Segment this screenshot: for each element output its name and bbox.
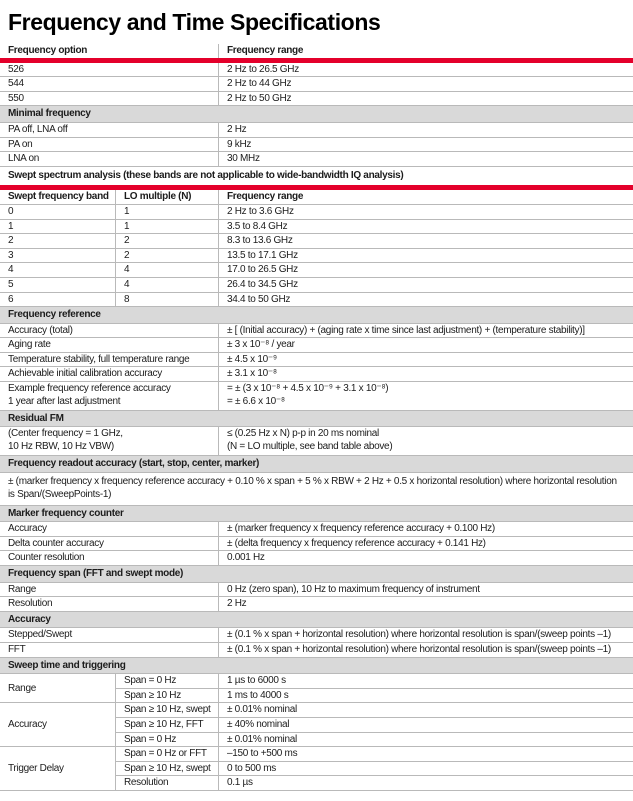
table-cell: 1: [115, 220, 218, 234]
table-row: [0, 324, 633, 339]
section-header: Accuracy: [0, 612, 633, 629]
spanned-row-group: [0, 674, 633, 703]
spanned-row-group: [0, 703, 633, 747]
table-cell: 2: [115, 234, 218, 248]
table-cell: 4: [115, 278, 218, 292]
table-cell: 1: [8, 220, 14, 232]
group-subrows: [115, 747, 633, 790]
table-cell: 1: [115, 205, 218, 219]
spec-table: [0, 44, 633, 791]
table-cell: Temperature stability, full temperature range: [8, 353, 190, 365]
table-cell: [218, 382, 633, 410]
table-subtitle: Swept spectrum analysis (these bands are not applicable to wide-bandwidth IQ analysis): [0, 167, 633, 186]
table-row: [0, 367, 633, 382]
table-cell: 34.4 to 50 GHz: [218, 293, 633, 307]
table-cell: Achievable initial calibration accuracy: [8, 368, 162, 380]
section-header: Frequency reference: [0, 307, 633, 324]
table-row: [0, 537, 633, 552]
table-row: [0, 597, 633, 612]
table-cell-line: 1 year after last adjustment: [8, 395, 121, 407]
table-cell: 3.5 to 8.4 GHz: [218, 220, 633, 234]
column-header-cell: LO multiple (N): [115, 190, 218, 204]
table-cell-line: 10 Hz RBW, 10 Hz VBW): [8, 441, 114, 453]
column-header-cell: Swept frequency band: [8, 191, 109, 203]
table-cell: 8: [115, 293, 218, 307]
group-subrow: [116, 775, 633, 790]
table-cell: 8.3 to 13.6 GHz: [218, 234, 633, 248]
table-cell: Range: [8, 583, 36, 595]
table-cell: 2 Hz to 26.5 GHz: [218, 63, 633, 77]
table-cell-line: = ± 6.6 x 10⁻⁸: [227, 395, 285, 407]
table-cell-line: Example frequency reference accuracy: [8, 383, 171, 395]
table-row: [0, 263, 633, 278]
table-cell: 5: [8, 278, 14, 290]
subrow-value: ± 0.01% nominal: [218, 703, 633, 717]
table-cell: [0, 382, 218, 410]
table-row: [0, 522, 633, 537]
table-row: [0, 205, 633, 220]
table-row: [0, 220, 633, 235]
table-row: [0, 353, 633, 368]
table-row: [0, 628, 633, 643]
table-cell: ± (0.1 % x span + horizontal resolution) where horizontal resolution is span/(sweep points –1): [218, 628, 633, 642]
column-header-cell: Frequency option: [8, 45, 88, 56]
table-cell: Stepped/Swept: [8, 629, 72, 641]
table-cell: PA off, LNA off: [8, 123, 68, 135]
table-cell: 4: [115, 263, 218, 277]
table-row: [0, 338, 633, 353]
subrow-value: 0.1 µs: [218, 776, 633, 790]
group-subrow: [116, 747, 633, 761]
table-row: [0, 278, 633, 293]
table-row: [0, 293, 633, 308]
table-cell-line: (N = LO multiple, see band table above): [227, 441, 393, 453]
subrow-value: –150 to +500 ms: [218, 747, 633, 761]
column-header-cell: Frequency range: [218, 44, 633, 58]
table-cell-line: (Center frequency = 1 GHz,: [8, 428, 123, 440]
table-cell: ± (delta frequency x frequency reference accuracy + 0.141 Hz): [218, 537, 633, 551]
table-row: [0, 123, 633, 138]
table-cell: 17.0 to 26.5 GHz: [218, 263, 633, 277]
subrow-condition: Span = 0 Hz: [124, 675, 177, 687]
table-cell: ± (0.1 % x span + horizontal resolution) where horizontal resolution is span/(sweep points –1): [218, 643, 633, 657]
group-subrow: [116, 688, 633, 703]
table-cell: Delta counter accuracy: [8, 537, 104, 549]
table-cell: 544: [8, 78, 24, 90]
table-row: [0, 427, 633, 456]
table-cell: FFT: [8, 644, 26, 656]
table-cell: 3: [8, 249, 14, 261]
table-cell: 2 Hz to 50 GHz: [218, 92, 633, 106]
section-header: Sweep time and triggering: [0, 658, 633, 675]
table-cell: ± (marker frequency x frequency reference accuracy + 0.100 Hz): [218, 522, 633, 536]
subrow-value: ± 40% nominal: [218, 718, 633, 732]
table-row: [0, 551, 633, 566]
subrow-condition: Resolution: [124, 777, 169, 789]
table-cell: 13.5 to 17.1 GHz: [218, 249, 633, 263]
table-cell: 30 MHz: [218, 152, 633, 166]
table-cell: 0 Hz (zero span), 10 Hz to maximum frequency of instrument: [218, 583, 633, 597]
table-cell: 550: [8, 92, 24, 104]
table-cell: 2 Hz to 44 GHz: [218, 77, 633, 91]
table-cell: 2 Hz: [218, 597, 633, 611]
table-cell: Resolution: [8, 598, 53, 610]
table-cell: 4: [8, 264, 14, 276]
table-cell: [0, 427, 218, 455]
table-row: [0, 152, 633, 167]
table-row: [0, 138, 633, 153]
subrow-value: ± 0.01% nominal: [218, 733, 633, 747]
subrow-condition: Span = 0 Hz or FFT: [124, 748, 207, 760]
table-cell: [218, 427, 633, 455]
table-cell: Aging rate: [8, 339, 51, 351]
table-cell: LNA on: [8, 153, 40, 165]
table-row: [0, 234, 633, 249]
subrow-condition: Span ≥ 10 Hz, swept: [124, 762, 211, 774]
table-cell: 2 Hz to 3.6 GHz: [218, 205, 633, 219]
table-row: [0, 382, 633, 411]
subrow-condition: Span ≥ 10 Hz, swept: [124, 704, 211, 716]
table-row: [0, 643, 633, 658]
column-header-row: [0, 44, 633, 58]
group-label: Range: [8, 682, 36, 694]
section-header: Marker frequency counter: [0, 506, 633, 523]
group-subrows: [115, 674, 633, 702]
table-row: [0, 77, 633, 92]
table-cell: PA on: [8, 138, 33, 150]
table-row: [0, 63, 633, 78]
table-cell: 2: [8, 235, 14, 247]
full-width-note: ± (marker frequency x frequency reference accuracy + 0.10 % x span + 5 % x RBW + 2 Hz + 0.5 x horizontal resolution) where horizontal resolution is Span/(SweepPoints-1): [0, 473, 633, 506]
section-header: Frequency span (FFT and swept mode): [0, 566, 633, 583]
spanned-row-group: [0, 747, 633, 791]
table-cell: ± 3 x 10⁻⁸ / year: [218, 338, 633, 352]
subrow-condition: Span ≥ 10 Hz: [124, 689, 181, 701]
group-subrows: [115, 703, 633, 746]
table-cell: ± [ (Initial accuracy) + (aging rate x time since last adjustment) + (temperature stability)]: [218, 324, 633, 338]
table-row: [0, 249, 633, 264]
subrow-value: 0 to 500 ms: [218, 762, 633, 776]
group-label: Accuracy: [8, 719, 47, 730]
section-header: Frequency readout accuracy (start, stop, center, marker): [0, 456, 633, 473]
table-cell: ± 4.5 x 10⁻⁹: [218, 353, 633, 367]
table-cell: 0: [8, 205, 14, 217]
section-header: Residual FM: [0, 411, 633, 428]
table-cell: 2: [115, 249, 218, 263]
table-cell: 2 Hz: [218, 123, 633, 137]
subrow-value: 1 µs to 6000 s: [218, 674, 633, 688]
column-header-cell: Frequency range: [218, 190, 633, 204]
section-header: Minimal frequency: [0, 106, 633, 123]
group-subrow: [116, 761, 633, 776]
subrow-condition: Span = 0 Hz: [124, 733, 177, 745]
table-cell-line: ≤ (0.25 Hz x N) p-p in 20 ms nominal: [227, 428, 379, 440]
column-header-row: [0, 190, 633, 205]
table-cell: 26.4 to 34.5 GHz: [218, 278, 633, 292]
subrow-condition: Span ≥ 10 Hz, FFT: [124, 719, 204, 730]
group-label: Trigger Delay: [8, 762, 64, 774]
page-title: Frequency and Time Specifications: [8, 9, 381, 35]
table-cell: 526: [8, 63, 24, 75]
table-cell: Accuracy: [8, 523, 47, 535]
subrow-value: 1 ms to 4000 s: [218, 689, 633, 703]
table-cell: 0.001 Hz: [218, 551, 633, 565]
table-cell: Accuracy (total): [8, 324, 73, 336]
table-cell: 9 kHz: [218, 138, 633, 152]
group-subrow: [116, 717, 633, 732]
group-subrow: [116, 703, 633, 717]
table-cell: Counter resolution: [8, 552, 85, 564]
group-subrow: [116, 732, 633, 747]
table-cell-line: = ± (3 x 10⁻⁸ + 4.5 x 10⁻⁹ + 3.1 x 10⁻⁸): [227, 383, 389, 395]
table-cell: ± 3.1 x 10⁻⁸: [218, 367, 633, 381]
table-row: [0, 92, 633, 107]
table-row: [0, 583, 633, 598]
table-cell: 6: [8, 293, 14, 305]
group-subrow: [116, 674, 633, 688]
